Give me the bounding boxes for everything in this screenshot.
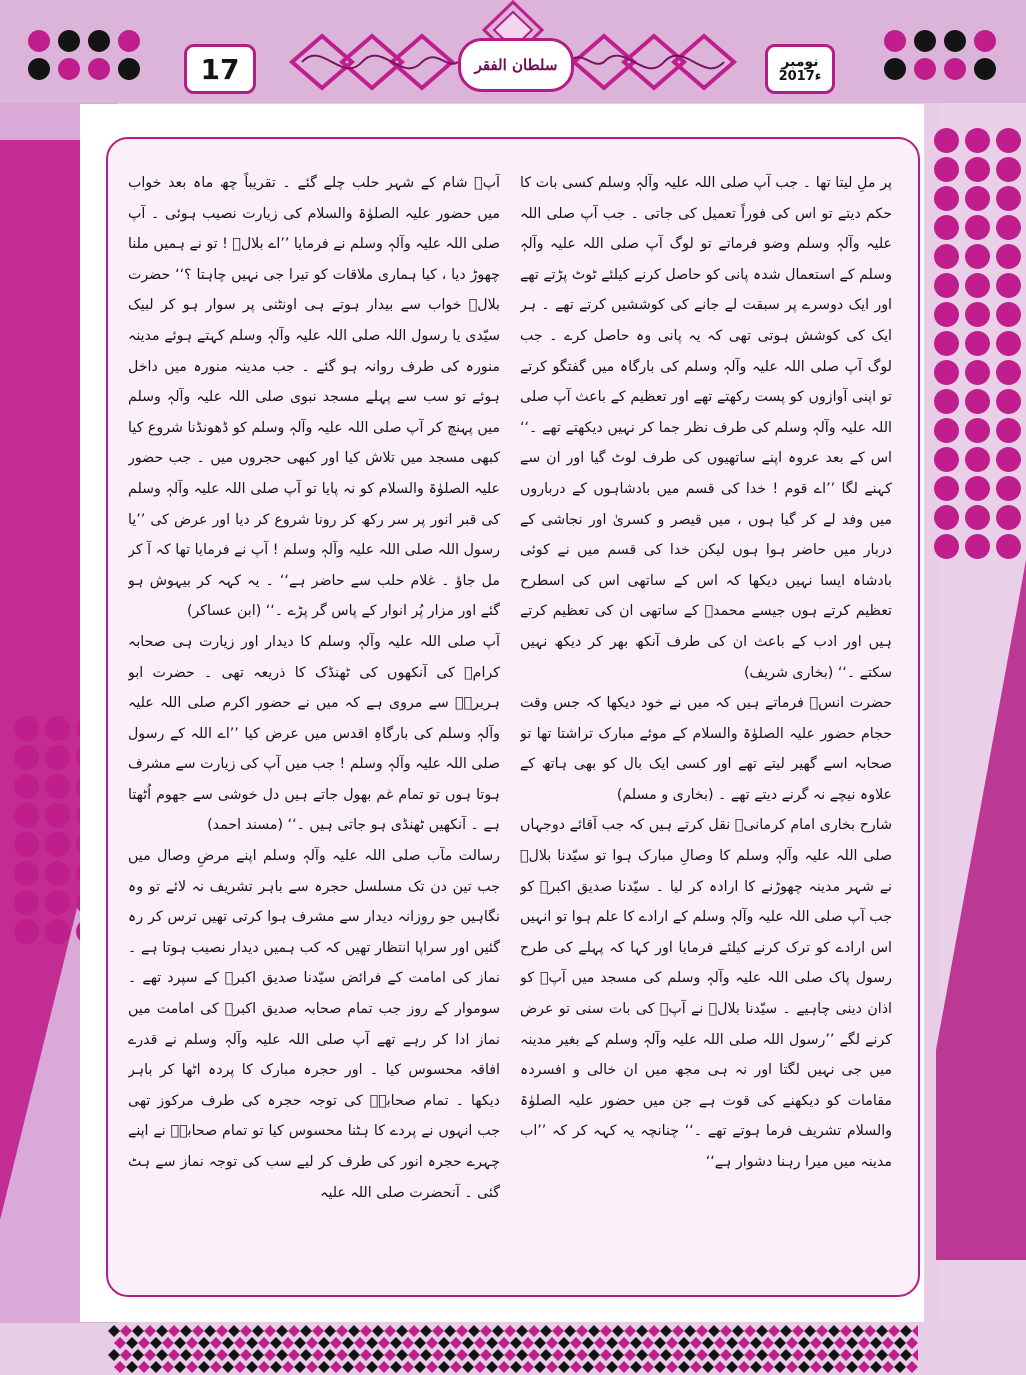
footer-diamond [594, 1337, 606, 1349]
footer-diamond [780, 1349, 792, 1361]
footer-diamond [864, 1325, 876, 1337]
footer-diamond [486, 1337, 498, 1349]
footer-diamond [306, 1361, 318, 1373]
footer-diamond [114, 1361, 126, 1373]
footer-diamond [126, 1337, 138, 1349]
footer-diamond [348, 1325, 360, 1337]
footer-diamond [492, 1349, 504, 1361]
footer-diamond [564, 1349, 576, 1361]
footer-diamond [330, 1337, 342, 1349]
footer-diamond [336, 1325, 348, 1337]
footer-diamond [672, 1349, 684, 1361]
footer-diamond [612, 1349, 624, 1361]
footer-diamond [216, 1325, 228, 1337]
footer-diamond [666, 1337, 678, 1349]
footer-diamond [888, 1349, 900, 1361]
footer-diamond [864, 1349, 876, 1361]
footer-diamond [588, 1349, 600, 1361]
footer-diamond [276, 1349, 288, 1361]
footer-diamond [192, 1349, 204, 1361]
footer-diamond [756, 1325, 768, 1337]
footer-diamond [744, 1325, 756, 1337]
footer-diamond [426, 1337, 438, 1349]
footer-diamond [276, 1325, 288, 1337]
footer-diamond [522, 1337, 534, 1349]
footer-diamond [240, 1325, 252, 1337]
footer-diamond [186, 1361, 198, 1373]
footer-diamond [360, 1325, 372, 1337]
footer-diamond [678, 1337, 690, 1349]
page-header [0, 0, 1026, 103]
right-text-column [520, 168, 892, 1286]
footer-diamond [396, 1349, 408, 1361]
footer-diamond [378, 1361, 390, 1373]
footer-diamond [846, 1337, 858, 1349]
footer-diamond [480, 1349, 492, 1361]
footer-diamond [540, 1325, 552, 1337]
footer-diamond [156, 1349, 168, 1361]
footer-diamond [438, 1337, 450, 1349]
footer-diamond [444, 1325, 456, 1337]
footer-diamond [198, 1361, 210, 1373]
footer-diamond [252, 1349, 264, 1361]
footer-diamond [186, 1337, 198, 1349]
header-dots-right [884, 30, 998, 80]
footer-diamond [498, 1361, 510, 1373]
footer-diamond [162, 1361, 174, 1373]
footer-diamond [834, 1361, 846, 1373]
footer-diamond [306, 1337, 318, 1349]
footer-diamond [882, 1337, 894, 1349]
footer-diamond [540, 1349, 552, 1361]
footer-diamond [792, 1325, 804, 1337]
footer-diamond [576, 1325, 588, 1337]
footer-diamond [228, 1349, 240, 1361]
footer-diamond [138, 1337, 150, 1349]
footer-diamond [684, 1349, 696, 1361]
footer-diamond [840, 1325, 852, 1337]
footer-diamond [324, 1325, 336, 1337]
footer-diamond [228, 1325, 240, 1337]
footer-diamond [156, 1325, 168, 1337]
footer-diamond [510, 1361, 522, 1373]
footer-diamond [546, 1337, 558, 1349]
footer-diamond [894, 1337, 906, 1349]
footer-diamond [558, 1337, 570, 1349]
footer-diamond [846, 1361, 858, 1373]
footer-diamond [750, 1361, 762, 1373]
footer-diamond [222, 1337, 234, 1349]
footer-diamond [534, 1337, 546, 1349]
footer-diamond [708, 1325, 720, 1337]
footer-diamond [342, 1361, 354, 1373]
footer-diamond [168, 1349, 180, 1361]
footer-diamond [144, 1325, 156, 1337]
footer-diamond [354, 1361, 366, 1373]
footer-diamond [420, 1349, 432, 1361]
footer-diamond [216, 1349, 228, 1361]
footer-diamond [372, 1325, 384, 1337]
footer-diamond [738, 1361, 750, 1373]
footer-diamond [840, 1349, 852, 1361]
footer-diamond [288, 1325, 300, 1337]
footer-diamond [804, 1349, 816, 1361]
footer-diamond [768, 1349, 780, 1361]
footer-diamond [852, 1325, 864, 1337]
footer-diamond [246, 1361, 258, 1373]
footer-diamond [600, 1349, 612, 1361]
footer-diamond [720, 1325, 732, 1337]
footer-diamond [132, 1349, 144, 1361]
footer-diamond [222, 1361, 234, 1373]
footer-diamond [330, 1361, 342, 1373]
issue-year: 2017ء [778, 68, 822, 84]
footer-diamond [786, 1337, 798, 1349]
footer-diamond [384, 1325, 396, 1337]
footer-diamond [240, 1349, 252, 1361]
footer-diamond [426, 1361, 438, 1373]
footer-diamond [714, 1361, 726, 1373]
footer-diamond [726, 1337, 738, 1349]
footer-diamond [456, 1325, 468, 1337]
footer-diamond [252, 1325, 264, 1337]
footer-diamond [444, 1349, 456, 1361]
footer-diamond [390, 1361, 402, 1373]
footer-diamond [450, 1361, 462, 1373]
footer-diamond [120, 1349, 132, 1361]
footer-diamond [912, 1349, 918, 1361]
footer-diamond [210, 1361, 222, 1373]
footer-diamond [828, 1349, 840, 1361]
footer-diamond [738, 1337, 750, 1349]
footer-diamond [414, 1361, 426, 1373]
footer-diamond [648, 1325, 660, 1337]
footer-diamond [546, 1361, 558, 1373]
footer-diamond [258, 1337, 270, 1349]
footer-diamond [630, 1337, 642, 1349]
footer-diamond [654, 1361, 666, 1373]
footer-diamond [438, 1361, 450, 1373]
footer-diamond [360, 1349, 372, 1361]
footer-diamond [174, 1361, 186, 1373]
footer-diamond [900, 1325, 912, 1337]
footer-diamond [684, 1325, 696, 1337]
footer-diamond [150, 1361, 162, 1373]
footer-diamond [468, 1325, 480, 1337]
footer-diamond [474, 1361, 486, 1373]
magazine-logo: سلطان الفقر [458, 38, 574, 92]
footer-diamond [660, 1349, 672, 1361]
footer-diamond [816, 1349, 828, 1361]
paragraph: آپ صلی اللہ علیہ وآلہٖ وسلم کا دیدار اور زیارت ہی صحابہ کرامؓ کی آنکھوں کی ٹھنڈک کا ذریعہ تھی ۔ حضرت ابو ہریرہؓ سے مروی ہے کہ میں نے حضور اکرم صلی اللہ علیہ وآلہٖ وسلم کی بارگاہِ اقدس میں عرض کیا ’’اے اللہ کے رسول صلی اللہ علیہ وآلہٖ وسلم ! جب میں آپ کی زیارت سے مشرف ہوتا ہوں تو تمام غم بھول جاتے ہیں دل خوشی سے جھوم اُٹھتا ہے ۔ آنکھیں ٹھنڈی ہو جاتی ہیں ۔‘‘ (مسند احمد) [128, 633, 500, 834]
footer-diamond [618, 1361, 630, 1373]
footer-diamond [762, 1361, 774, 1373]
footer-diamond [630, 1361, 642, 1373]
footer-diamond [480, 1325, 492, 1337]
footer-diamond [282, 1337, 294, 1349]
footer-diamond [648, 1349, 660, 1361]
footer-diamond [294, 1337, 306, 1349]
footer-diamond [300, 1349, 312, 1361]
paragraph: حضرت انسؓ فرماتے ہیں کہ میں نے خود دیکھا کہ جس وقت حجام حضور علیہ الصلوٰۃ والسلام کے موئے مبارک تراشتا تھا تو صحابہ اسے گھیر لیتے تھے اور کسی ایک بال کو بھی ہاتھ کے علاوہ نیچے نہ گرنے دیتے تھے ۔ (بخاری و مسلم) [520, 695, 892, 803]
paragraph: شارح بخاری امام کرمانیؒ نقل کرتے ہیں کہ جب آقائے دوجہاں صلی اللہ علیہ وآلہٖ وسلم کا وصالِ مبارک ہوا تو سیّدنا بلالؓ نے شہر مدینہ چھوڑنے کا ارادہ کر لیا ۔ سیّدنا صدیق اکبرؓ کو جب آپ صلی اللہ علیہ وآلہٖ وسلم کے ارادے کا علم ہوا تو انہیں اس ارادے کو ترک کرنے کیلئے فرمایا اور کہا کہ پہلے کی طرح رسول پاک صلی اللہ علیہ وآلہٖ وسلم کی مسجد میں آپؓ کو اذان دینی چاہیے ۔ سیّدنا بلالؓ نے آپؓ کی بات سنی تو عرض کرنے لگے ’’رسول اللہ صلی اللہ علیہ وآلہٖ وسلم کے بغیر مدینہ میں جی نہیں لگتا اور نہ ہی مجھ میں ان خالی و افسردہ مقامات کو دیکھنے کی قوت ہے جن میں حضور علیہ الصلوٰۃ والسلام تشریف فرما ہوتے تھے ۔‘‘ چنانچہ یہ کہہ کر کہ ’’اب مدینہ میں میرا رہنا دشوار ہے‘‘ [520, 817, 892, 1170]
issue-date [765, 44, 835, 94]
footer-diamond [120, 1325, 132, 1337]
footer-diamond [726, 1361, 738, 1373]
footer-diamond [660, 1325, 672, 1337]
footer-diamond [852, 1349, 864, 1361]
footer-diamond [204, 1349, 216, 1361]
footer-diamond [516, 1325, 528, 1337]
footer-diamond [756, 1349, 768, 1361]
footer-diamond [714, 1337, 726, 1349]
footer-diamond [666, 1361, 678, 1373]
footer-diamond [594, 1361, 606, 1373]
footer-diamond [510, 1337, 522, 1349]
right-dot-column [934, 128, 1023, 559]
footer-diamond [312, 1325, 324, 1337]
footer-diamond [504, 1325, 516, 1337]
footer-diamond [870, 1361, 882, 1373]
footer-diamond [180, 1325, 192, 1337]
footer-diamond [384, 1349, 396, 1361]
paragraph: آپؓ شام کے شہر حلب چلے گئے ۔ تقریباً چھ ماہ بعد خواب میں حضور علیہ الصلوٰۃ والسلام کی زیارت نصیب ہوئی ۔ آپ صلی اللہ علیہ وآلہٖ وسلم نے فرمایا ’’اے بلالؓ ! تو نے ہمیں ملنا چھوڑ دیا ، کیا ہماری ملاقات کو تیرا جی نہیں چاہتا ؟‘‘ حضرت بلالؓ خواب سے بیدار ہوتے ہی اونٹنی پر سوار ہو کر لبیک سیّدی یا رسول اللہ صلی اللہ علیہ وآلہٖ وسلم کہتے ہوئے مدینہ منورہ کی طرف روانہ ہو گئے ۔ جب مدینہ منورہ میں داخل ہوئے تو سب سے پہلے مسجد نبوی صلی اللہ علیہ وآلہٖ وسلم میں پہنچ کر آپ صلی اللہ علیہ وآلہٖ وسلم کو ڈھونڈنا شروع کیا کبھی مسجد میں تلاش کیا اور کبھی حجروں میں ۔ جب حضور علیہ الصلوٰۃ والسلام کو نہ پایا تو آپ صلی اللہ علیہ وآلہٖ وسلم کی قبر انور پر سر رکھ کر رونا شروع کر دیا اور عرض کی ’’یا رسول اللہ صلی اللہ علیہ وآلہٖ وسلم ! آپ نے فرمایا تھا کہ آ کر مل جاؤ ۔ غلام حلب سے حاضر ہے‘‘ ۔ یہ کہہ کر بیہوش ہو گئے اور مزار پُر انوار کے پاس گر پڑے ۔‘‘ (ابن عساکر) [128, 175, 500, 620]
footer-diamond [642, 1361, 654, 1373]
footer-diamond [294, 1361, 306, 1373]
footer-diamond [114, 1337, 126, 1349]
footer-diamond [600, 1325, 612, 1337]
footer-diamond [570, 1361, 582, 1373]
footer-diamond [618, 1337, 630, 1349]
footer-diamond [366, 1361, 378, 1373]
footer-diamond [636, 1325, 648, 1337]
footer-diamond [912, 1325, 918, 1337]
footer-diamond [732, 1349, 744, 1361]
footer-diamond [696, 1349, 708, 1361]
footer-diamond [624, 1349, 636, 1361]
footer-diamond [768, 1325, 780, 1337]
footer-diamond [822, 1361, 834, 1373]
footer-diamond [318, 1337, 330, 1349]
footer-diamond [582, 1337, 594, 1349]
footer-diamond [642, 1337, 654, 1349]
header-dots-left [28, 30, 142, 80]
footer-diamond [414, 1337, 426, 1349]
footer-diamond [402, 1361, 414, 1373]
footer-diamond [456, 1349, 468, 1361]
footer-diamond [312, 1349, 324, 1361]
footer-diamond [564, 1325, 576, 1337]
footer-diamond [168, 1325, 180, 1337]
footer-diamond-pattern [108, 1325, 918, 1375]
footer-diamond [750, 1337, 762, 1349]
footer-diamond [798, 1361, 810, 1373]
footer-diamond [402, 1337, 414, 1349]
footer-diamond [126, 1361, 138, 1373]
footer-diamond [528, 1325, 540, 1337]
footer-diamond [174, 1337, 186, 1349]
footer-diamond [552, 1325, 564, 1337]
footer-diamond [816, 1325, 828, 1337]
footer-diamond [612, 1325, 624, 1337]
paragraph: پر ملِ لیتا تھا ۔ جب آپ صلی اللہ علیہ وآلہٖ وسلم کسی بات کا حکم دیتے تو اس کی فوراً تعمیل کی جاتی ۔ جب آپ صلی اللہ علیہ وآلہٖ وسلم وضو فرماتے تو لوگ آپ صلی اللہ علیہ وآلہٖ وسلم کے استعمال شدہ پانی کو حاصل کرنے کیلئے ٹوٹ پڑتے تھے اور ایک دوسرے پر سبقت لے جانے کی کوششیں کرتے تھے ۔ ہر ایک کی کوشش ہوتی تھی کہ یہ پانی وہ حاصل کرے ۔ جب لوگ آپ صلی اللہ علیہ وآلہٖ وسلم کی بارگاہ میں گفتگو کرتے تو اپنی آوازوں کو پست رکھتے تھے اور تعظیم کے باعث آپ صلی اللہ علیہ وآلہٖ وسلم کی طرف نظر جما کر نہیں دیکھتے تھے ۔‘‘ اس کے بعد عروہ اپنے ساتھیوں کی طرف لوٹ گیا اور ان سے کہنے لگا ’’اے قوم ! خدا کی قسم میں بادشاہوں کے درباروں میں وفد لے کر گیا ہوں ، میں قیصر و کسریٰ اور نجاشی کے دربار میں حاضر ہوا ہوں لیکن خدا کی قسم میں نے کوئی بادشاہ ایسا نہیں دیکھا کہ اس کے ساتھی اس کی اسطرح تعظیم کرتے ہوں جیسے محمدؐ کے ساتھی ان کی تعظیم کرتے ہیں اور ادب کے باعث ان کی طرف آنکھ بھر کر دیکھ نہیں سکتے ۔‘‘ (بخاری شریف) [520, 175, 892, 681]
footer-diamond [774, 1337, 786, 1349]
footer-diamond [678, 1361, 690, 1373]
footer-diamond [792, 1349, 804, 1361]
footer-diamond [696, 1325, 708, 1337]
footer-diamond [702, 1337, 714, 1349]
footer-diamond [870, 1337, 882, 1349]
footer-diamond [576, 1349, 588, 1361]
footer-diamond [204, 1325, 216, 1337]
footer-diamond [408, 1325, 420, 1337]
footer-diamond [582, 1361, 594, 1373]
footer-diamond [588, 1325, 600, 1337]
footer-diamond [780, 1325, 792, 1337]
footer-diamond [432, 1349, 444, 1361]
footer-diamond [288, 1349, 300, 1361]
footer-diamond [366, 1337, 378, 1349]
footer-diamond [108, 1349, 120, 1361]
footer-diamond [234, 1337, 246, 1349]
footer-diamond [282, 1361, 294, 1373]
footer-diamond [372, 1349, 384, 1361]
footer-diamond [300, 1325, 312, 1337]
footer-diamond [606, 1361, 618, 1373]
footer-diamond [810, 1337, 822, 1349]
footer-diamond [354, 1337, 366, 1349]
footer-diamond [138, 1361, 150, 1373]
footer-diamond [198, 1337, 210, 1349]
footer-diamond [270, 1337, 282, 1349]
footer-diamond [708, 1349, 720, 1361]
footer-diamond [348, 1349, 360, 1361]
left-text-column [128, 168, 500, 1286]
footer-diamond [462, 1361, 474, 1373]
footer-diamond [342, 1337, 354, 1349]
footer-diamond [132, 1325, 144, 1337]
footer-diamond [162, 1337, 174, 1349]
footer-diamond [210, 1337, 222, 1349]
footer-diamond [888, 1325, 900, 1337]
footer-diamond [192, 1325, 204, 1337]
footer-diamond [786, 1361, 798, 1373]
footer-diamond [828, 1325, 840, 1337]
footer-diamond [486, 1361, 498, 1373]
footer-diamond [246, 1337, 258, 1349]
footer-diamond [528, 1349, 540, 1361]
footer-diamond [906, 1337, 918, 1349]
footer-diamond [732, 1325, 744, 1337]
footer-diamond [570, 1337, 582, 1349]
footer-diamond [882, 1361, 894, 1373]
footer-diamond [858, 1361, 870, 1373]
footer-diamond [720, 1349, 732, 1361]
footer-diamond [534, 1361, 546, 1373]
footer-diamond [180, 1349, 192, 1361]
footer-diamond [378, 1337, 390, 1349]
footer-diamond [396, 1325, 408, 1337]
footer-diamond [336, 1349, 348, 1361]
footer-diamond [450, 1337, 462, 1349]
footer-diamond [318, 1361, 330, 1373]
footer-diamond [522, 1361, 534, 1373]
footer-diamond [324, 1349, 336, 1361]
footer-diamond [270, 1361, 282, 1373]
footer-diamond [906, 1361, 918, 1373]
footer-diamond [834, 1337, 846, 1349]
footer-diamond [774, 1361, 786, 1373]
footer-diamond [744, 1349, 756, 1361]
footer-diamond [762, 1337, 774, 1349]
footer-diamond [804, 1325, 816, 1337]
footer-diamond [144, 1349, 156, 1361]
footer-diamond [552, 1349, 564, 1361]
footer-diamond [150, 1337, 162, 1349]
footer-diamond [492, 1325, 504, 1337]
footer-diamond [390, 1337, 402, 1349]
footer-diamond [432, 1325, 444, 1337]
footer-diamond [654, 1337, 666, 1349]
footer-diamond [264, 1325, 276, 1337]
footer-diamond [624, 1325, 636, 1337]
footer-diamond [420, 1325, 432, 1337]
footer-diamond [690, 1337, 702, 1349]
footer-diamond [636, 1349, 648, 1361]
footer-diamond [468, 1349, 480, 1361]
footer-diamond [798, 1337, 810, 1349]
footer-diamond [606, 1337, 618, 1349]
footer-diamond [822, 1337, 834, 1349]
footer-diamond [108, 1325, 120, 1337]
footer-diamond [672, 1325, 684, 1337]
footer-diamond [894, 1361, 906, 1373]
issue-month: نومبر [781, 53, 819, 70]
footer-diamond [558, 1361, 570, 1373]
footer-diamond [474, 1337, 486, 1349]
footer-diamond [858, 1337, 870, 1349]
footer-diamond [264, 1349, 276, 1361]
footer-diamond [234, 1361, 246, 1373]
footer-diamond [702, 1361, 714, 1373]
page-number: 17 [184, 44, 256, 94]
paragraph: رسالت مآب صلی اللہ علیہ وآلہٖ وسلم اپنے مرضِ وصال میں جب تین دن تک مسلسل حجرہ سے باہر تشریف نہ لائے تو وہ نگاہیں جو روزانہ دیدار سے مشرف ہوا کرتی تھیں ترس کر رہ گئیں اور سراپا انتظار تھیں کہ کب ہمیں دیدار نصیب ہوتا ہے ۔ نماز کی امامت کے فرائض سیّدنا صدیق اکبرؓ کے سپرد تھے ۔ سوموار کے روز جب تمام صحابہ صدیق اکبرؓ کی امامت میں نماز ادا کر رہے تھے آپ صلی اللہ علیہ وآلہٖ وسلم نے قدرے افاقہ محسوس کیا ۔ اور حجرہ مبارک کا پردہ اٹھا کر باہر دیکھا ۔ تمام صحابہؓ کی توجہ حجرہ کی طرف مرکوز تھی جب انہوں نے پردے کا ہٹنا محسوس کیا تو تمام صحابہؓ نے اپنے چہرے حجرہ انور کی طرف کر لیے سب کی توجہ نماز سے ہٹ گئی ۔ آنحضرت صلی اللہ علیہ [128, 848, 500, 1201]
footer-diamond [462, 1337, 474, 1349]
footer-diamond [876, 1349, 888, 1361]
footer-diamond [810, 1361, 822, 1373]
footer-diamond [690, 1361, 702, 1373]
footer-diamond [900, 1349, 912, 1361]
footer-diamond [408, 1349, 420, 1361]
footer-diamond [516, 1349, 528, 1361]
footer-diamond [876, 1325, 888, 1337]
footer-diamond [498, 1337, 510, 1349]
footer-diamond [258, 1361, 270, 1373]
footer-diamond [504, 1349, 516, 1361]
